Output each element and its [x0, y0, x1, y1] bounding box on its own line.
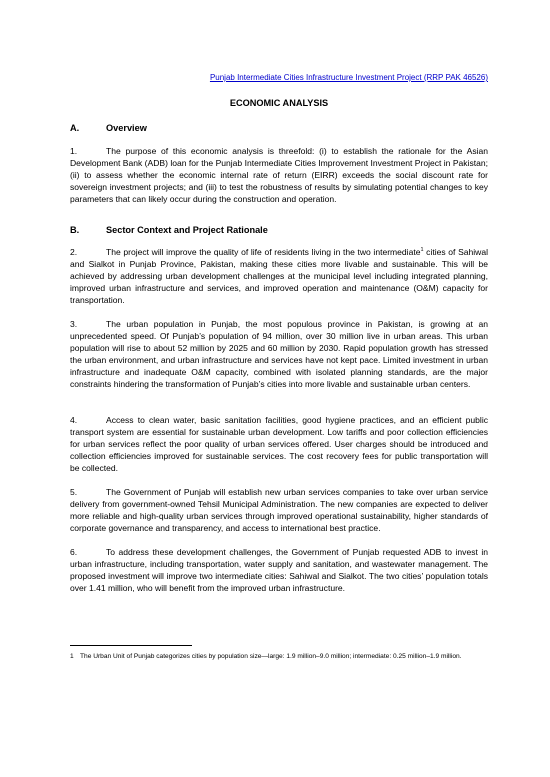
page-title: ECONOMIC ANALYSIS	[229, 98, 329, 108]
paragraph-number: 4.	[70, 415, 78, 425]
paragraph-number: 1.	[70, 146, 78, 156]
footnote-divider	[70, 645, 192, 646]
header-link[interactable]: Punjab Intermediate Cities Infrastructure Investment Project (RRP PAK 46526)	[209, 73, 488, 82]
section-heading-overview	[70, 123, 147, 133]
paragraph-4	[70, 414, 488, 474]
paragraph-3	[70, 318, 488, 390]
footnote	[70, 652, 488, 662]
paragraph-text: The project will improve the quality of life of residents living in the two intermediate	[106, 247, 421, 257]
paragraph-number: 6.	[70, 547, 78, 557]
section-letter: A.	[70, 123, 80, 133]
paragraph-text: The Government of Punjab will establish new urban services companies to take over urban service delivery from government-owned Tehsil Municipal Administration. The new companies are expected to deliver more reliable and high-quality urban services through improved operational sustainability, higher standards of corporate governance and transparency, and access to international best practice.	[70, 487, 488, 533]
paragraph-text: The urban population in Punjab, the most populous province in Pakistan, is growing at an unprecedented speed. Of Punjab’s population of 94 million, over 30 million live in urban areas. This urban population will rise to about 52 million by 2025 and 60 million by 2030. Rapid population growth has stressed the urban environment, and urban infrastructure and services have not kept pace. Limited investment in urban infrastructure and inadequate O&M capacity, combined with isolated planning standards, are the major constraints hindering the transformation of Punjab’s cities into more livable and sustainable urban centers.	[70, 319, 488, 389]
paragraph-text: To address these development challenges, the Government of Punjab requested ADB to invest in urban infrastructure, including transportation, water supply and sanitation, and wastewater management. The proposed investment will improve two intermediate cities: Sahiwal and Sialkot. The two cities’ population totals over 1.41 million, who will benefit from the improved urban infrastructure.	[70, 547, 488, 593]
paragraph-text-continued: cities of Sahiwal and Sialkot in Punjab Province, Pakistan, making these cities more livable and sustainable. This will be achieved by addressing urban development challenges at the municipal level including integrated planning, improved urban infrastructure and services, and improved operation and maintenance (O&M) capacity for transportation.	[70, 247, 488, 305]
paragraph-text: Access to clean water, basic sanitation facilities, good hygiene practices, and an efficient public transport system are essential for sustainable urban development. Low tariffs and poor collection efficiencies for urban services reflect the poor quality of urban services offered. User charges should be introduced and collection efficiencies improved for sustainable services. The cost recovery fees for public transportation will be collected.	[70, 415, 488, 473]
paragraph-number: 5.	[70, 487, 78, 497]
paragraph-text: The purpose of this economic analysis is threefold: (i) to establish the rationale for the Asian Development Bank (ADB) loan for the Punjab Intermediate Cities Improvement Investment Project in Pakistan; (ii) to assess whether the economic internal rate of return (EIRR) exceeds the social discount rate for sovereign investment projects; and (iii) to test the robustness of results by simulating potential changes to key parameters that can likely occur during the construction and operation.	[70, 146, 488, 204]
footnote-number: 1	[70, 653, 74, 660]
section-title: Sector Context and Project Rationale	[106, 225, 268, 235]
paragraph-1	[70, 145, 488, 205]
footnote-reference[interactable]: 1	[420, 247, 424, 254]
section-heading-context	[70, 225, 268, 235]
paragraph-number: 3.	[70, 319, 78, 329]
paragraph-5	[70, 486, 488, 534]
paragraph-6	[70, 546, 488, 594]
paragraph-2	[70, 246, 488, 306]
paragraph-number: 2.	[70, 247, 78, 257]
section-letter: B.	[70, 225, 80, 235]
section-title: Overview	[106, 123, 147, 133]
footnote-text: The Urban Unit of Punjab categorizes cities by population size—large: 1.9 million–9.0 million; intermediate: 0.25 million–1.9 million.	[80, 653, 462, 660]
